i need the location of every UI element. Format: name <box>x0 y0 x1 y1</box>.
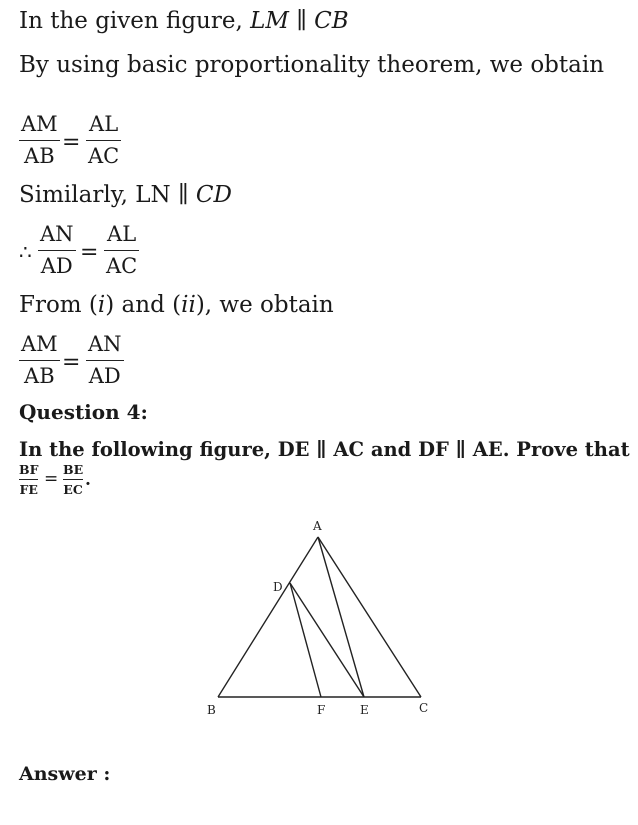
question-equals: = <box>44 469 59 489</box>
eq3-right-fraction <box>86 332 124 388</box>
fraction-bar <box>19 479 38 480</box>
question-left-numerator: BF <box>19 462 39 477</box>
label-A: A <box>313 519 322 533</box>
question-left-denominator: FE <box>19 482 38 497</box>
eq3-left-denominator: AB <box>24 364 55 388</box>
eq2-left-denominator: AD <box>40 254 73 278</box>
therefore-symbol: ∴ <box>19 240 32 264</box>
fraction-bar <box>86 140 121 141</box>
intro-line-1 <box>19 8 349 34</box>
label-C: C <box>419 701 429 715</box>
eq1-right-denominator: AC <box>88 144 120 168</box>
fraction-bar <box>38 250 76 251</box>
fraction-bar <box>86 360 124 361</box>
label-E: E <box>360 703 369 717</box>
from-ii: ii <box>181 292 196 318</box>
fraction-bar <box>63 479 83 480</box>
eq1-right-numerator: AL <box>89 112 119 136</box>
eq3-left-numerator: AM <box>21 332 58 356</box>
eq1-right-fraction <box>86 112 121 168</box>
segment-BA <box>218 537 318 697</box>
intro-line-1-text: In the given figure, <box>19 8 251 34</box>
question-right-fraction <box>63 462 83 497</box>
eq1-left-fraction <box>19 112 60 168</box>
eq3-left-fraction <box>19 332 60 388</box>
from-text-2: ) and ( <box>105 292 182 318</box>
segment-DE <box>290 583 364 697</box>
intro-line-2: By using basic proportionality theorem, we obtain <box>19 52 605 78</box>
segment-DF <box>290 583 321 697</box>
question-period: . <box>85 470 91 490</box>
label-D: D <box>273 580 283 594</box>
eq2-right-numerator: AL <box>107 222 137 246</box>
eq3-equals: = <box>62 350 81 375</box>
question-text: In the following figure, DE ∥ AC and DF ∥ AE. Prove that <box>19 438 630 461</box>
label-B: B <box>207 703 216 717</box>
similarly-text: Similarly, LN ∥ <box>19 182 196 208</box>
segment-AC <box>318 537 421 697</box>
eq3-right-numerator: AN <box>88 332 122 356</box>
similarly-math: CD <box>195 182 232 208</box>
similarly-line <box>19 182 232 208</box>
question-right-numerator: BE <box>63 462 84 477</box>
question-right-denominator: EC <box>63 482 83 497</box>
from-text-3: ), we obtain <box>195 292 334 318</box>
eq2-left-fraction <box>38 222 76 278</box>
eq2-equals: = <box>80 240 99 265</box>
answer-label: Answer : <box>19 763 111 785</box>
eq3-right-denominator: AD <box>88 364 121 388</box>
eq1-left-numerator: AM <box>21 112 58 136</box>
eq1-left-denominator: AB <box>24 144 55 168</box>
question-heading: Question 4: <box>19 400 148 424</box>
fraction-bar <box>104 250 139 251</box>
fraction-bar <box>19 360 60 361</box>
segment-AE <box>318 537 364 697</box>
question-left-fraction <box>19 462 38 497</box>
from-i: i <box>97 292 106 318</box>
eq2-right-fraction <box>104 222 139 278</box>
eq2-left-numerator: AN <box>40 222 74 246</box>
label-F: F <box>317 703 326 717</box>
eq2-right-denominator: AC <box>106 254 138 278</box>
from-line <box>19 292 334 318</box>
from-text-1: From ( <box>19 292 98 318</box>
eq1-equals: = <box>62 130 81 155</box>
fraction-bar <box>19 140 60 141</box>
intro-line-1-math: LM ∥ CB <box>250 8 349 34</box>
